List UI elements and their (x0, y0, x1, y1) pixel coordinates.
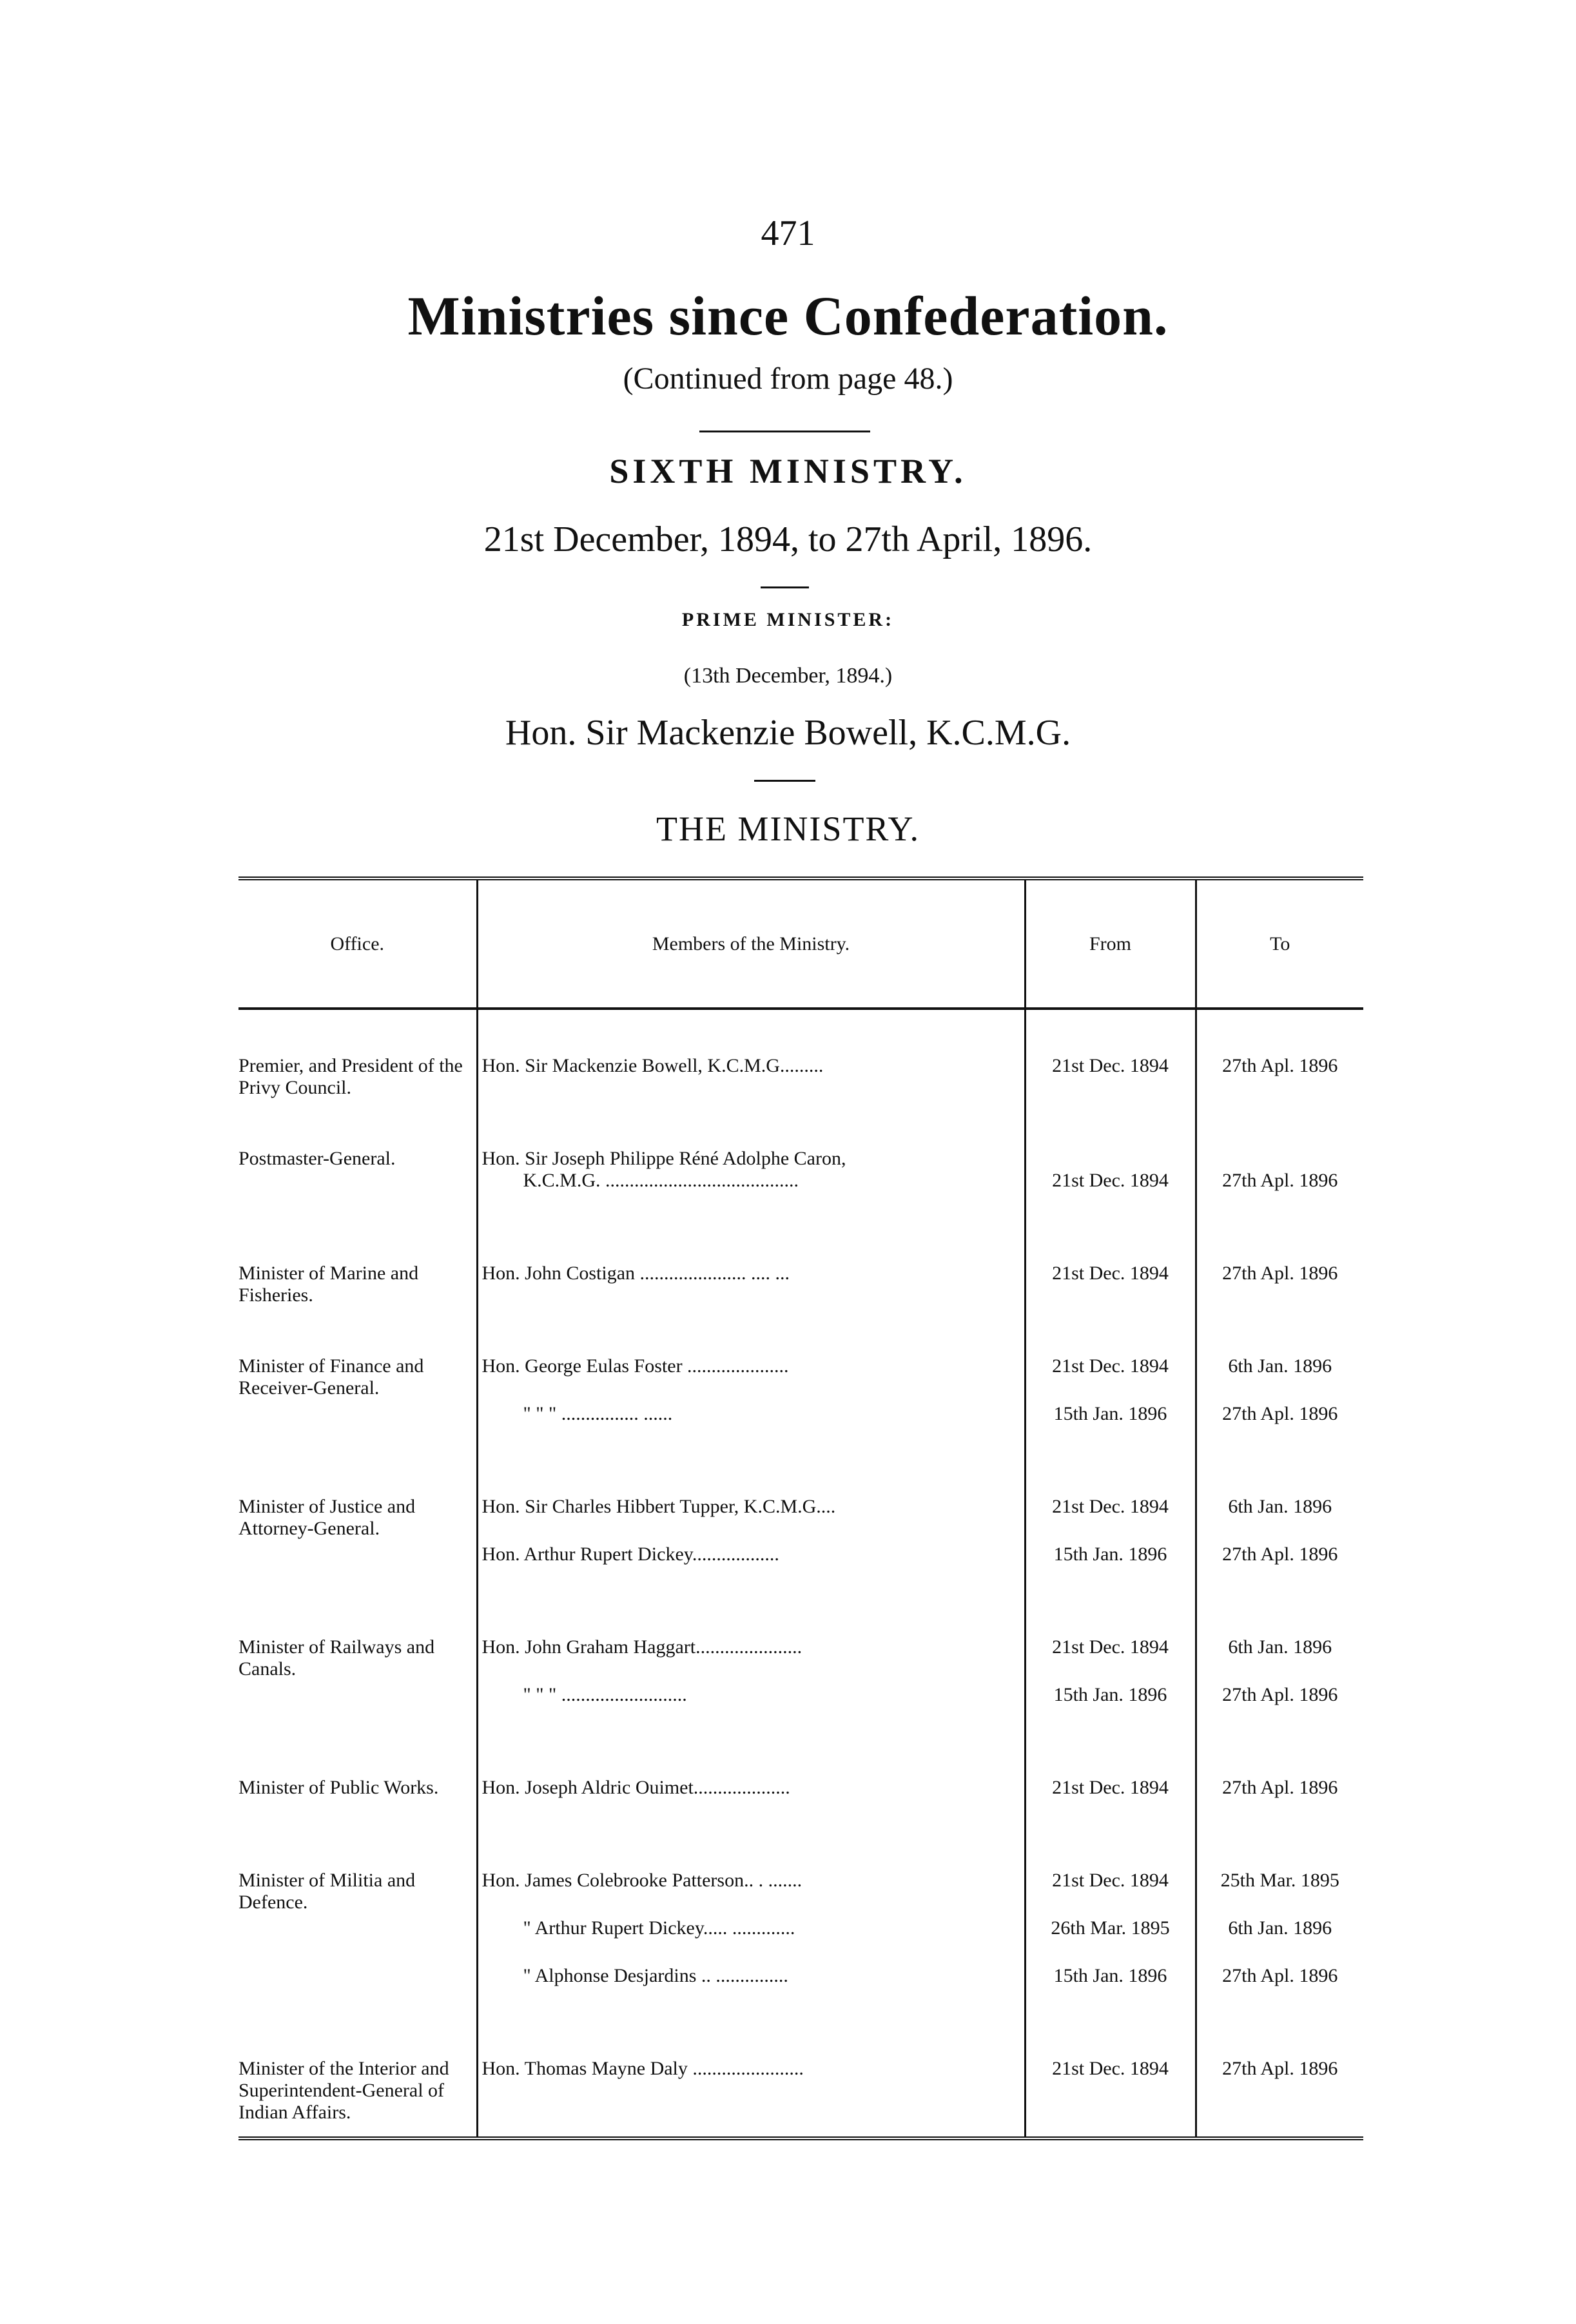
office-label: Minister of the Interior and Superintendent-General of Indian Affairs. (238, 2058, 449, 2123)
table-row (238, 1636, 1363, 1777)
ministry-heading: SIXTH MINISTRY. (609, 452, 967, 490)
to-date: 27th Apl. 1896 (1222, 1684, 1338, 1705)
member-name: Hon. James Colebrooke Patterson.. . ....... (482, 1870, 803, 1891)
to-cell (1196, 1870, 1363, 2058)
office-cell (238, 1263, 477, 1355)
spacer (1197, 1148, 1364, 1170)
from-date: 21st Dec. 1894 (1052, 1496, 1169, 1517)
member-cell (477, 1636, 1025, 1777)
to-date: 6th Jan. 1896 (1228, 1636, 1332, 1658)
office-cell (238, 2058, 477, 2138)
table-row (238, 2058, 1363, 2138)
to-date: 27th Apl. 1896 (1222, 1055, 1338, 1076)
divider (754, 780, 815, 782)
from-date: 15th Jan. 1896 (1053, 1684, 1167, 1705)
from-date: 21st Dec. 1894 (1052, 1263, 1169, 1284)
to-date: 27th Apl. 1896 (1222, 1965, 1338, 1986)
to-date: 6th Jan. 1896 (1228, 1917, 1332, 1939)
from-cell (1025, 1636, 1196, 1777)
ministry-subheading: THE MINISTRY. (656, 809, 920, 848)
member-name-continued: K.C.M.G. ........................................ (523, 1170, 799, 1191)
member-name: Hon. Sir Mackenzie Bowell, K.C.M.G......... (482, 1055, 824, 1076)
table-row (238, 1009, 1363, 1148)
member-name: Hon. Joseph Aldric Ouimet.................... (482, 1777, 790, 1798)
to-date: 6th Jan. 1896 (1228, 1496, 1332, 1517)
to-date: 27th Apl. 1896 (1222, 2058, 1338, 2079)
table-row (238, 1355, 1363, 1496)
table-header-row (238, 878, 1363, 1009)
ministry-table (238, 876, 1363, 2140)
office-cell (238, 1355, 477, 1496)
column-header-members: Members of the Ministry. (477, 878, 1025, 1009)
office-cell (238, 1777, 477, 1870)
office-cell (238, 1148, 477, 1263)
member-cell (477, 1355, 1025, 1496)
to-date: 27th Apl. 1896 (1222, 1170, 1338, 1191)
member-cell (477, 2058, 1025, 2138)
member-name: " Arthur Rupert Dickey..... ............. (523, 1917, 795, 1939)
office-label: Minister of Public Works. (238, 1777, 439, 1798)
office-cell (238, 1496, 477, 1636)
member-name: Hon. John Costigan ...................... .... ... (482, 1263, 790, 1284)
column-header-from: From (1025, 878, 1196, 1009)
to-cell (1196, 2058, 1363, 2138)
office-cell (238, 1870, 477, 2058)
member-cell (477, 1148, 1025, 1263)
member-name: " " " ................ ...... (523, 1403, 673, 1424)
from-cell (1025, 1496, 1196, 1636)
from-date: 21st Dec. 1894 (1052, 1055, 1169, 1076)
from-date: 15th Jan. 1896 (1053, 1965, 1167, 1986)
table-row (238, 1777, 1363, 1870)
from-date: 21st Dec. 1894 (1052, 1777, 1169, 1798)
from-date: 21st Dec. 1894 (1052, 1636, 1169, 1658)
member-cell (477, 1496, 1025, 1636)
office-label: Premier, and President of the Privy Council. (238, 1055, 463, 1098)
continued-note: (Continued from page 48.) (623, 362, 953, 396)
column-header-office: Office. (238, 878, 477, 1009)
member-name: " Alphonse Desjardins .. ............... (523, 1965, 788, 1986)
from-date: 21st Dec. 1894 (1052, 1355, 1169, 1377)
spacer (1026, 1148, 1195, 1170)
prime-minister-heading: PRIME MINISTER: (681, 609, 895, 630)
member-name: Hon. George Eulas Foster ..................... (482, 1355, 789, 1377)
to-date: 27th Apl. 1896 (1222, 1403, 1338, 1424)
member-name: Hon. Thomas Mayne Daly ....................... (482, 2058, 804, 2079)
table-row (238, 1263, 1363, 1355)
from-cell (1025, 2058, 1196, 2138)
table-row (238, 1870, 1363, 2058)
to-date: 6th Jan. 1896 (1228, 1355, 1332, 1377)
office-label: Minister of Justice and Attorney-General. (238, 1496, 416, 1539)
table-row (238, 1496, 1363, 1636)
to-cell (1196, 1009, 1363, 1148)
to-date: 27th Apl. 1896 (1222, 1263, 1338, 1284)
member-name: Hon. Sir Joseph Philippe Réné Adolphe Caron, (482, 1148, 846, 1169)
from-cell (1025, 1777, 1196, 1870)
member-cell (477, 1870, 1025, 2058)
divider (699, 431, 870, 432)
from-date: 21st Dec. 1894 (1052, 1870, 1169, 1891)
ministry-date-range: 21st December, 1894, to 27th April, 1896. (483, 519, 1093, 559)
member-cell (477, 1777, 1025, 1870)
office-label: Minister of Finance and Receiver-General. (238, 1355, 424, 1399)
to-cell (1196, 1263, 1363, 1355)
prime-minister-name: Hon. Sir Mackenzie Bowell, K.C.M.G. (505, 713, 1071, 753)
office-label: Minister of Marine and Fisheries. (238, 1263, 419, 1306)
office-label: Minister of Militia and Defence. (238, 1870, 416, 1913)
to-cell (1196, 1496, 1363, 1636)
office-label: Minister of Railways and Canals. (238, 1636, 435, 1680)
to-date: 25th Mar. 1895 (1220, 1870, 1339, 1891)
page-title: Ministries since Confederation. (407, 285, 1169, 347)
from-date: 21st Dec. 1894 (1052, 2058, 1169, 2079)
from-date: 15th Jan. 1896 (1053, 1403, 1167, 1424)
to-cell (1196, 1355, 1363, 1496)
to-date: 27th Apl. 1896 (1222, 1777, 1338, 1798)
member-name: Hon. John Graham Haggart...................... (482, 1636, 803, 1658)
member-cell (477, 1263, 1025, 1355)
member-name: " " " .......................... (523, 1684, 687, 1705)
member-cell (477, 1009, 1025, 1148)
from-date: 21st Dec. 1894 (1052, 1170, 1169, 1191)
to-cell (1196, 1148, 1363, 1263)
page-number: 471 (761, 213, 815, 253)
office-cell (238, 1636, 477, 1777)
to-cell (1196, 1777, 1363, 1870)
office-cell (238, 1009, 477, 1148)
from-cell (1025, 1009, 1196, 1148)
divider (761, 586, 809, 588)
column-header-to: To (1196, 878, 1363, 1009)
from-cell (1025, 1263, 1196, 1355)
member-name: Hon. Arthur Rupert Dickey.................. (482, 1544, 779, 1565)
from-cell (1025, 1148, 1196, 1263)
to-date: 27th Apl. 1896 (1222, 1544, 1338, 1565)
from-cell (1025, 1355, 1196, 1496)
from-cell (1025, 1870, 1196, 2058)
office-label: Postmaster-General. (238, 1148, 396, 1169)
table-row (238, 1148, 1363, 1263)
from-date: 15th Jan. 1896 (1053, 1544, 1167, 1565)
prime-minister-date: (13th December, 1894.) (683, 664, 893, 688)
member-name: Hon. Sir Charles Hibbert Tupper, K.C.M.G.... (482, 1496, 836, 1517)
to-cell (1196, 1636, 1363, 1777)
from-date: 26th Mar. 1895 (1051, 1917, 1170, 1939)
